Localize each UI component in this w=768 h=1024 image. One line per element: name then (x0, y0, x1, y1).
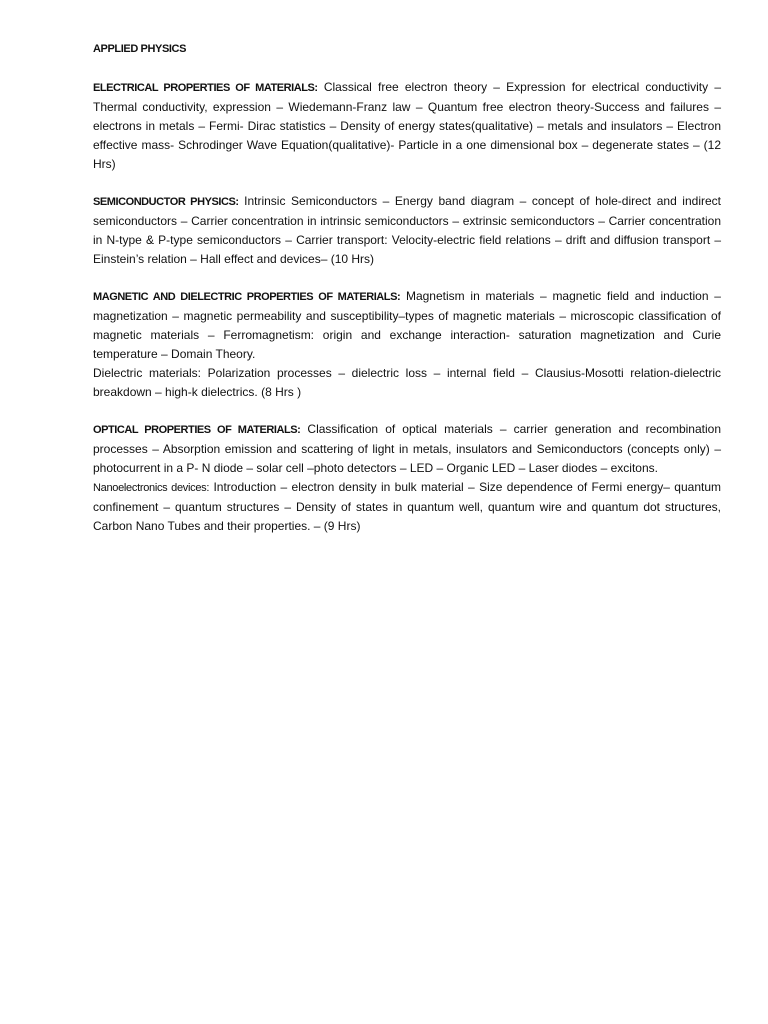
document-title: APPLIED PHYSICS (93, 43, 187, 55)
section-body: Classification of optical materials – carrier generation and recombination processes – Absorption emission and scattering of light in metals, insulators and Semiconductors (concepts only) – photocurrent in a P- N diode – solar cell –photo detectors – LED – Organic LED – Laser diodes – excitons. (93, 422, 721, 475)
section-paragraph-nanoelectronics (93, 478, 721, 536)
section-optical-properties (93, 420, 721, 536)
section-paragraph (93, 287, 721, 364)
section-body: Magnetism in materials – magnetic field and induction – magnetization – magnetic permeability and susceptibility–types of magnetic materials – microscopic classification of magnetic materials – Ferromagnetism: origin and exchange interaction- saturation magnetization and Curie temperature – Domain Theory. (93, 289, 721, 361)
section-body: Intrinsic Semiconductors – Energy band diagram – concept of hole-direct and indirect semiconductors – Carrier concentration in intrinsic semiconductors – extrinsic semiconductors – Carrier concentration in N-type & P-type semiconductors – Carrier transport: Velocity-electric field relations – drift and diffusion transport – Einstein’s relation – Hall effect and devices– (10 Hrs) (93, 194, 721, 266)
section-paragraph (93, 192, 721, 269)
section-heading: SEMICONDUCTOR PHYSICS: (93, 196, 239, 208)
section-body: Classical free electron theory – Expression for electrical conductivity – Thermal conductivity, expression – Wiedemann-Franz law – Quantum free electron theory-Success and failures – electrons in metals – Fermi- Dirac statistics – Density of energy states(qualitative) – metals and insulators – Electron effective mass- Schrodinger Wave Equation(qualitative)- Particle in a one dimensional box – degenerate states – (12 Hrs) (93, 80, 721, 171)
section-paragraph-dielectric: Dielectric materials: Polarization processes – dielectric loss – internal field – Clausius-Mosotti relation-dielectric breakdown – high-k dielectrics. (8 Hrs ) (93, 366, 721, 399)
section-paragraph (93, 420, 721, 478)
section-semiconductor-physics (93, 192, 721, 269)
section-paragraph (93, 78, 721, 174)
section-electrical-properties (93, 78, 721, 174)
section-spacer (93, 174, 721, 192)
document-page (93, 40, 721, 536)
section-spacer (93, 269, 721, 287)
section-heading: MAGNETIC AND DIELECTRIC PROPERTIES OF MATERIALS: (93, 291, 401, 303)
section-magnetic-dielectric (93, 287, 721, 402)
section-body: Introduction – electron density in bulk material – Size dependence of Fermi energy– quantum confinement – quantum structures – Density of states in quantum well, quantum wire and quantum dot structures, Carbon Nano Tubes and their properties. – (9 Hrs) (93, 480, 721, 533)
section-heading: ELECTRICAL PROPERTIES OF MATERIALS: (93, 82, 318, 94)
section-heading: OPTICAL PROPERTIES OF MATERIALS: (93, 424, 301, 436)
section-spacer (93, 402, 721, 420)
section-subheading: Nanoelectronics devices: (93, 482, 210, 494)
